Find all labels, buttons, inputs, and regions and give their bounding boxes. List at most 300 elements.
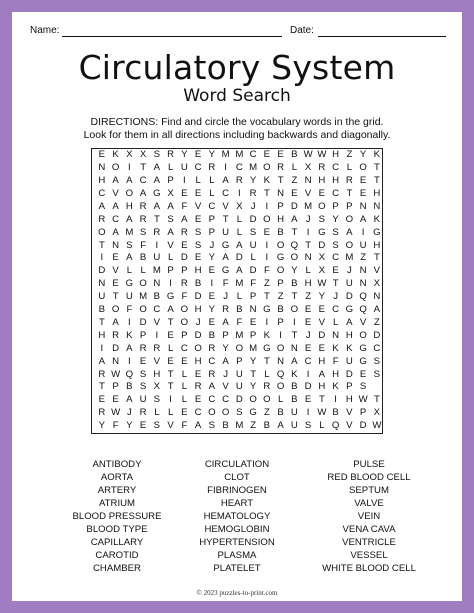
- grid-letter[interactable]: L: [346, 162, 353, 174]
- grid-letter[interactable]: O: [194, 342, 202, 354]
- grid-letter[interactable]: I: [334, 394, 337, 406]
- grid-letter[interactable]: L: [154, 407, 160, 419]
- grid-letter[interactable]: V: [222, 381, 229, 393]
- grid-letter[interactable]: P: [181, 265, 188, 277]
- grid-letter[interactable]: N: [112, 355, 120, 367]
- grid-letter[interactable]: P: [277, 278, 284, 290]
- grid-letter[interactable]: T: [373, 394, 380, 406]
- grid-letter[interactable]: E: [181, 187, 188, 199]
- grid-letter[interactable]: H: [98, 175, 106, 186]
- grid-letter[interactable]: I: [224, 162, 227, 174]
- grid-letter[interactable]: T: [167, 316, 174, 328]
- grid-letter[interactable]: O: [111, 162, 120, 174]
- grid-letter[interactable]: S: [208, 420, 216, 432]
- grid-letter[interactable]: F: [250, 278, 257, 290]
- grid-letter[interactable]: A: [346, 226, 353, 238]
- grid-letter[interactable]: E: [304, 316, 312, 328]
- grid-letter[interactable]: E: [208, 316, 216, 328]
- grid-letter[interactable]: E: [194, 213, 202, 225]
- grid-letter[interactable]: S: [359, 381, 367, 393]
- grid-letter[interactable]: J: [250, 200, 256, 212]
- grid-letter[interactable]: R: [139, 342, 147, 354]
- grid-letter[interactable]: U: [125, 291, 133, 303]
- grid-letter[interactable]: C: [194, 162, 202, 174]
- grid-letter[interactable]: F: [126, 304, 133, 315]
- grid-letter[interactable]: P: [236, 355, 243, 367]
- grid-letter[interactable]: P: [112, 381, 119, 393]
- grid-letter[interactable]: A: [112, 226, 119, 238]
- grid-letter[interactable]: F: [332, 355, 339, 367]
- grid-letter[interactable]: M: [152, 265, 161, 277]
- grid-letter[interactable]: D: [235, 252, 243, 264]
- grid-letter[interactable]: Z: [346, 149, 353, 161]
- grid-letter[interactable]: T: [332, 278, 339, 290]
- grid-letter[interactable]: A: [359, 213, 367, 225]
- grid-letter[interactable]: G: [221, 265, 230, 277]
- grid-letter[interactable]: E: [181, 355, 188, 367]
- grid-letter[interactable]: B: [236, 304, 243, 315]
- grid-letter[interactable]: X: [139, 149, 147, 161]
- grid-letter[interactable]: L: [209, 175, 215, 186]
- grid-letter[interactable]: O: [318, 200, 326, 212]
- grid-letter[interactable]: Z: [291, 175, 298, 186]
- grid-letter[interactable]: A: [98, 200, 106, 212]
- grid-letter[interactable]: K: [332, 381, 339, 393]
- grid-letter[interactable]: O: [359, 329, 367, 341]
- grid-letter[interactable]: A: [126, 175, 133, 186]
- grid-letter[interactable]: D: [194, 329, 202, 341]
- grid-letter[interactable]: H: [125, 200, 133, 212]
- grid-letter[interactable]: B: [277, 304, 284, 315]
- grid-letter[interactable]: Y: [291, 265, 298, 277]
- grid-letter[interactable]: S: [153, 420, 161, 432]
- grid-letter[interactable]: M: [249, 342, 258, 354]
- grid-letter[interactable]: T: [140, 162, 147, 174]
- grid-letter[interactable]: U: [180, 162, 188, 174]
- grid-letter[interactable]: P: [167, 175, 174, 186]
- grid-letter[interactable]: V: [112, 265, 119, 277]
- grid-letter[interactable]: A: [208, 381, 216, 393]
- grid-letter[interactable]: A: [167, 304, 174, 315]
- grid-letter[interactable]: O: [235, 342, 244, 354]
- grid-letter[interactable]: U: [235, 368, 243, 380]
- grid-letter[interactable]: P: [277, 316, 284, 328]
- grid-letter[interactable]: O: [290, 252, 299, 264]
- grid-letter[interactable]: E: [304, 304, 312, 315]
- grid-letter[interactable]: Y: [249, 175, 257, 186]
- grid-letter[interactable]: Y: [249, 381, 257, 393]
- grid-letter[interactable]: A: [181, 213, 188, 225]
- grid-letter[interactable]: V: [373, 265, 381, 277]
- grid-letter[interactable]: G: [263, 304, 271, 315]
- grid-letter[interactable]: R: [139, 407, 147, 419]
- grid-letter[interactable]: D: [304, 381, 312, 393]
- grid-letter[interactable]: M: [304, 200, 313, 212]
- grid-letter[interactable]: J: [126, 407, 132, 419]
- grid-letter[interactable]: V: [194, 200, 202, 212]
- grid-letter[interactable]: A: [112, 316, 119, 328]
- grid-letter[interactable]: E: [277, 149, 284, 161]
- grid-letter[interactable]: R: [249, 187, 257, 199]
- grid-letter[interactable]: G: [125, 278, 134, 290]
- grid-letter[interactable]: A: [153, 175, 161, 186]
- grid-letter[interactable]: I: [100, 342, 104, 354]
- grid-letter[interactable]: I: [279, 329, 282, 341]
- grid-letter[interactable]: T: [167, 381, 174, 393]
- grid-letter[interactable]: J: [223, 368, 229, 380]
- grid-letter[interactable]: C: [153, 304, 161, 315]
- grid-letter[interactable]: H: [318, 381, 326, 393]
- grid-letter[interactable]: K: [291, 368, 298, 380]
- grid-letter[interactable]: C: [208, 355, 216, 367]
- grid-letter[interactable]: T: [167, 368, 174, 380]
- grid-letter[interactable]: C: [332, 252, 340, 264]
- grid-letter[interactable]: X: [318, 265, 326, 277]
- grid-letter[interactable]: T: [291, 329, 298, 341]
- grid-letter[interactable]: E: [359, 187, 367, 199]
- grid-letter[interactable]: C: [208, 394, 216, 406]
- grid-letter[interactable]: X: [153, 381, 161, 393]
- grid-letter[interactable]: N: [304, 175, 312, 186]
- grid-letter[interactable]: E: [167, 355, 174, 367]
- grid-letter[interactable]: E: [98, 149, 106, 161]
- grid-letter[interactable]: I: [155, 239, 159, 251]
- grid-letter[interactable]: O: [263, 162, 271, 174]
- grid-letter[interactable]: I: [238, 187, 241, 199]
- grid-letter[interactable]: T: [373, 162, 380, 174]
- grid-letter[interactable]: D: [139, 316, 147, 328]
- grid-letter[interactable]: K: [263, 175, 271, 186]
- grid-letter[interactable]: B: [153, 291, 161, 303]
- grid-letter[interactable]: F: [181, 420, 188, 432]
- grid-letter[interactable]: K: [373, 149, 381, 161]
- grid-letter[interactable]: X: [373, 407, 381, 419]
- grid-letter[interactable]: O: [276, 381, 285, 393]
- grid-letter[interactable]: A: [291, 213, 298, 225]
- grid-letter[interactable]: O: [180, 316, 189, 328]
- grid-letter[interactable]: L: [236, 226, 243, 238]
- grid-letter[interactable]: H: [318, 175, 326, 186]
- grid-letter[interactable]: R: [277, 162, 285, 174]
- grid-letter[interactable]: L: [209, 187, 215, 199]
- grid-letter[interactable]: I: [265, 252, 269, 264]
- grid-letter[interactable]: R: [112, 329, 120, 341]
- grid-letter[interactable]: D: [194, 291, 202, 303]
- grid-letter[interactable]: O: [276, 342, 285, 354]
- grid-letter[interactable]: E: [98, 394, 106, 406]
- grid-letter[interactable]: G: [345, 304, 354, 315]
- grid-letter[interactable]: X: [236, 200, 243, 212]
- grid-letter[interactable]: A: [346, 316, 353, 328]
- grid-letter[interactable]: N: [98, 278, 106, 290]
- grid-letter[interactable]: F: [263, 265, 270, 277]
- grid-letter[interactable]: T: [346, 187, 353, 199]
- grid-letter[interactable]: J: [346, 265, 352, 277]
- grid-letter[interactable]: X: [304, 162, 312, 174]
- grid-letter[interactable]: U: [290, 420, 298, 432]
- grid-letter[interactable]: H: [332, 368, 340, 380]
- grid-letter[interactable]: B: [291, 149, 298, 161]
- grid-letter[interactable]: C: [249, 149, 257, 161]
- grid-letter[interactable]: R: [235, 175, 243, 186]
- grid-letter[interactable]: D: [98, 265, 106, 277]
- grid-letter[interactable]: A: [139, 187, 147, 199]
- grid-letter[interactable]: Z: [277, 291, 284, 303]
- grid-letter[interactable]: T: [98, 316, 105, 328]
- grid-letter[interactable]: N: [359, 265, 367, 277]
- grid-letter[interactable]: I: [100, 252, 104, 264]
- grid-letter[interactable]: P: [181, 329, 188, 341]
- grid-letter[interactable]: L: [167, 407, 174, 419]
- grid-letter[interactable]: Y: [222, 342, 229, 354]
- grid-letter[interactable]: T: [98, 239, 105, 251]
- grid-letter[interactable]: C: [98, 187, 106, 199]
- grid-letter[interactable]: X: [373, 278, 381, 290]
- grid-letter[interactable]: S: [332, 239, 339, 251]
- grid-letter[interactable]: I: [128, 355, 131, 367]
- grid-letter[interactable]: M: [125, 226, 134, 238]
- grid-letter[interactable]: S: [332, 226, 339, 238]
- grid-letter[interactable]: E: [194, 252, 202, 264]
- grid-letter[interactable]: S: [373, 355, 381, 367]
- grid-letter[interactable]: E: [208, 291, 216, 303]
- grid-letter[interactable]: J: [305, 213, 311, 225]
- grid-letter[interactable]: Q: [290, 239, 299, 251]
- grid-letter[interactable]: W: [317, 149, 327, 161]
- grid-letter[interactable]: I: [210, 278, 214, 290]
- grid-letter[interactable]: F: [222, 278, 229, 290]
- grid-letter[interactable]: Y: [332, 213, 339, 225]
- grid-letter[interactable]: T: [263, 355, 270, 367]
- grid-letter[interactable]: C: [194, 407, 202, 419]
- grid-letter[interactable]: D: [290, 200, 298, 212]
- grid-letter[interactable]: S: [194, 226, 202, 238]
- grid-letter[interactable]: S: [249, 226, 257, 238]
- grid-letter[interactable]: O: [139, 278, 147, 290]
- grid-letter[interactable]: V: [359, 316, 367, 328]
- grid-letter[interactable]: F: [112, 420, 119, 432]
- grid-letter[interactable]: N: [153, 278, 161, 290]
- grid-letter[interactable]: L: [236, 213, 243, 225]
- grid-letter[interactable]: G: [153, 187, 161, 199]
- grid-letter[interactable]: I: [306, 368, 310, 380]
- grid-letter[interactable]: N: [359, 200, 367, 212]
- grid-letter[interactable]: I: [128, 162, 131, 174]
- grid-letter[interactable]: Z: [250, 420, 257, 432]
- grid-letter[interactable]: F: [236, 316, 243, 328]
- grid-letter[interactable]: W: [111, 368, 121, 380]
- grid-letter[interactable]: C: [112, 213, 120, 225]
- grid-letter[interactable]: U: [222, 226, 230, 238]
- grid-letter[interactable]: W: [303, 149, 313, 161]
- grid-letter[interactable]: A: [112, 200, 119, 212]
- grid-letter[interactable]: R: [345, 175, 353, 186]
- grid-letter[interactable]: E: [318, 304, 326, 315]
- grid-letter[interactable]: U: [249, 239, 257, 251]
- grid-letter[interactable]: C: [180, 342, 188, 354]
- grid-letter[interactable]: H: [153, 368, 161, 380]
- grid-letter[interactable]: M: [139, 291, 148, 303]
- grid-letter[interactable]: Q: [276, 368, 285, 380]
- grid-letter[interactable]: E: [181, 239, 188, 251]
- grid-letter[interactable]: O: [263, 394, 271, 406]
- grid-letter[interactable]: A: [291, 355, 298, 367]
- grid-letter[interactable]: A: [236, 265, 243, 277]
- grid-letter[interactable]: A: [222, 175, 229, 186]
- grid-letter[interactable]: W: [358, 394, 368, 406]
- grid-letter[interactable]: G: [166, 291, 175, 303]
- grid-letter[interactable]: J: [333, 291, 339, 303]
- grid-letter[interactable]: A: [126, 394, 133, 406]
- grid-letter[interactable]: N: [249, 304, 257, 315]
- grid-letter[interactable]: L: [250, 252, 256, 264]
- grid-letter[interactable]: B: [98, 304, 106, 315]
- grid-letter[interactable]: L: [167, 342, 174, 354]
- grid-letter[interactable]: H: [332, 149, 340, 161]
- grid-letter[interactable]: U: [153, 252, 161, 264]
- grid-letter[interactable]: C: [222, 187, 230, 199]
- grid-letter[interactable]: D: [318, 239, 326, 251]
- grid-letter[interactable]: N: [112, 239, 120, 251]
- grid-letter[interactable]: O: [139, 304, 147, 315]
- grid-letter[interactable]: T: [291, 291, 298, 303]
- grid-letter[interactable]: E: [112, 252, 119, 264]
- grid-letter[interactable]: D: [359, 420, 367, 432]
- grid-letter[interactable]: M: [235, 278, 244, 290]
- grid-letter[interactable]: P: [346, 381, 353, 393]
- grid-letter[interactable]: M: [235, 149, 244, 161]
- grid-letter[interactable]: A: [98, 355, 106, 367]
- grid-letter[interactable]: C: [139, 175, 147, 186]
- grid-letter[interactable]: L: [305, 265, 311, 277]
- grid-letter[interactable]: B: [332, 407, 339, 419]
- grid-letter[interactable]: X: [318, 252, 326, 264]
- grid-letter[interactable]: O: [276, 265, 285, 277]
- grid-letter[interactable]: V: [153, 355, 161, 367]
- grid-letter[interactable]: H: [98, 329, 106, 341]
- grid-letter[interactable]: A: [222, 355, 229, 367]
- grid-letter[interactable]: S: [139, 368, 147, 380]
- grid-letter[interactable]: G: [276, 252, 285, 264]
- grid-letter[interactable]: P: [208, 213, 216, 225]
- grid-letter[interactable]: O: [359, 162, 367, 174]
- grid-letter[interactable]: E: [249, 316, 257, 328]
- grid-letter[interactable]: D: [249, 213, 257, 225]
- grid-letter[interactable]: I: [265, 200, 269, 212]
- grid-letter[interactable]: V: [112, 187, 119, 199]
- grid-letter[interactable]: P: [249, 329, 257, 341]
- grid-letter[interactable]: D: [345, 291, 353, 303]
- grid-letter[interactable]: Q: [331, 420, 340, 432]
- grid-letter[interactable]: A: [126, 252, 133, 264]
- grid-letter[interactable]: Z: [263, 278, 270, 290]
- grid-letter[interactable]: S: [318, 213, 326, 225]
- grid-letter[interactable]: J: [195, 316, 201, 328]
- grid-letter[interactable]: L: [181, 368, 188, 380]
- grid-letter[interactable]: I: [128, 316, 131, 328]
- grid-letter[interactable]: A: [236, 239, 243, 251]
- grid-letter[interactable]: L: [236, 291, 243, 303]
- grid-letter[interactable]: L: [126, 265, 133, 277]
- grid-letter[interactable]: C: [235, 162, 243, 174]
- grid-letter[interactable]: E: [263, 226, 271, 238]
- grid-letter[interactable]: R: [98, 407, 106, 419]
- grid-letter[interactable]: L: [319, 420, 325, 432]
- grid-letter[interactable]: Z: [360, 252, 367, 264]
- grid-letter[interactable]: C: [332, 162, 340, 174]
- grid-letter[interactable]: V: [346, 407, 353, 419]
- grid-letter[interactable]: C: [373, 342, 381, 354]
- grid-letter[interactable]: V: [167, 239, 174, 251]
- grid-letter[interactable]: G: [359, 342, 367, 354]
- grid-letter[interactable]: A: [318, 368, 326, 380]
- grid-letter[interactable]: D: [318, 329, 326, 341]
- grid-letter[interactable]: R: [263, 381, 271, 393]
- grid-letter[interactable]: N: [359, 278, 367, 290]
- grid-letter[interactable]: F: [181, 200, 188, 212]
- grid-letter[interactable]: W: [372, 420, 382, 432]
- grid-letter[interactable]: R: [139, 213, 147, 225]
- grid-letter[interactable]: U: [290, 407, 298, 419]
- grid-letter[interactable]: K: [332, 342, 339, 354]
- grid-letter[interactable]: K: [126, 329, 133, 341]
- grid-letter[interactable]: B: [222, 420, 229, 432]
- grid-letter[interactable]: E: [332, 265, 339, 277]
- grid-letter[interactable]: R: [153, 342, 161, 354]
- grid-letter[interactable]: S: [373, 368, 381, 380]
- grid-letter[interactable]: I: [265, 239, 269, 251]
- grid-letter[interactable]: U: [235, 381, 243, 393]
- grid-letter[interactable]: H: [318, 355, 326, 367]
- grid-letter[interactable]: S: [139, 226, 147, 238]
- grid-letter[interactable]: A: [126, 213, 133, 225]
- grid-letter[interactable]: D: [180, 252, 188, 264]
- grid-letter[interactable]: O: [180, 304, 189, 315]
- grid-letter[interactable]: H: [194, 265, 202, 277]
- grid-letter[interactable]: B: [208, 329, 216, 341]
- grid-letter[interactable]: T: [153, 213, 160, 225]
- grid-letter[interactable]: V: [153, 316, 161, 328]
- grid-letter[interactable]: L: [291, 162, 298, 174]
- grid-letter[interactable]: B: [277, 226, 284, 238]
- grid-letter[interactable]: E: [318, 187, 326, 199]
- grid-letter[interactable]: I: [183, 175, 186, 186]
- grid-letter[interactable]: R: [208, 342, 216, 354]
- grid-letter[interactable]: V: [167, 420, 174, 432]
- grid-letter[interactable]: P: [277, 200, 284, 212]
- grid-letter[interactable]: Q: [125, 368, 134, 380]
- grid-letter[interactable]: Z: [305, 291, 312, 303]
- grid-letter[interactable]: Q: [359, 291, 367, 303]
- grid-letter[interactable]: T: [98, 381, 105, 393]
- grid-letter[interactable]: M: [235, 329, 244, 341]
- grid-letter[interactable]: H: [194, 355, 202, 367]
- grid-letter[interactable]: C: [222, 394, 230, 406]
- grid-letter[interactable]: U: [98, 291, 106, 303]
- grid-letter[interactable]: E: [167, 329, 174, 341]
- grid-letter[interactable]: O: [249, 394, 257, 406]
- grid-letter[interactable]: N: [277, 187, 285, 199]
- grid-letter[interactable]: B: [194, 278, 202, 290]
- grid-letter[interactable]: K: [346, 342, 353, 354]
- grid-letter[interactable]: V: [304, 187, 312, 199]
- grid-letter[interactable]: H: [345, 394, 353, 406]
- grid-letter[interactable]: R: [208, 162, 216, 174]
- grid-letter[interactable]: F: [181, 291, 188, 303]
- grid-letter[interactable]: U: [345, 355, 353, 367]
- grid-letter[interactable]: P: [222, 329, 229, 341]
- grid-letter[interactable]: Y: [208, 252, 216, 264]
